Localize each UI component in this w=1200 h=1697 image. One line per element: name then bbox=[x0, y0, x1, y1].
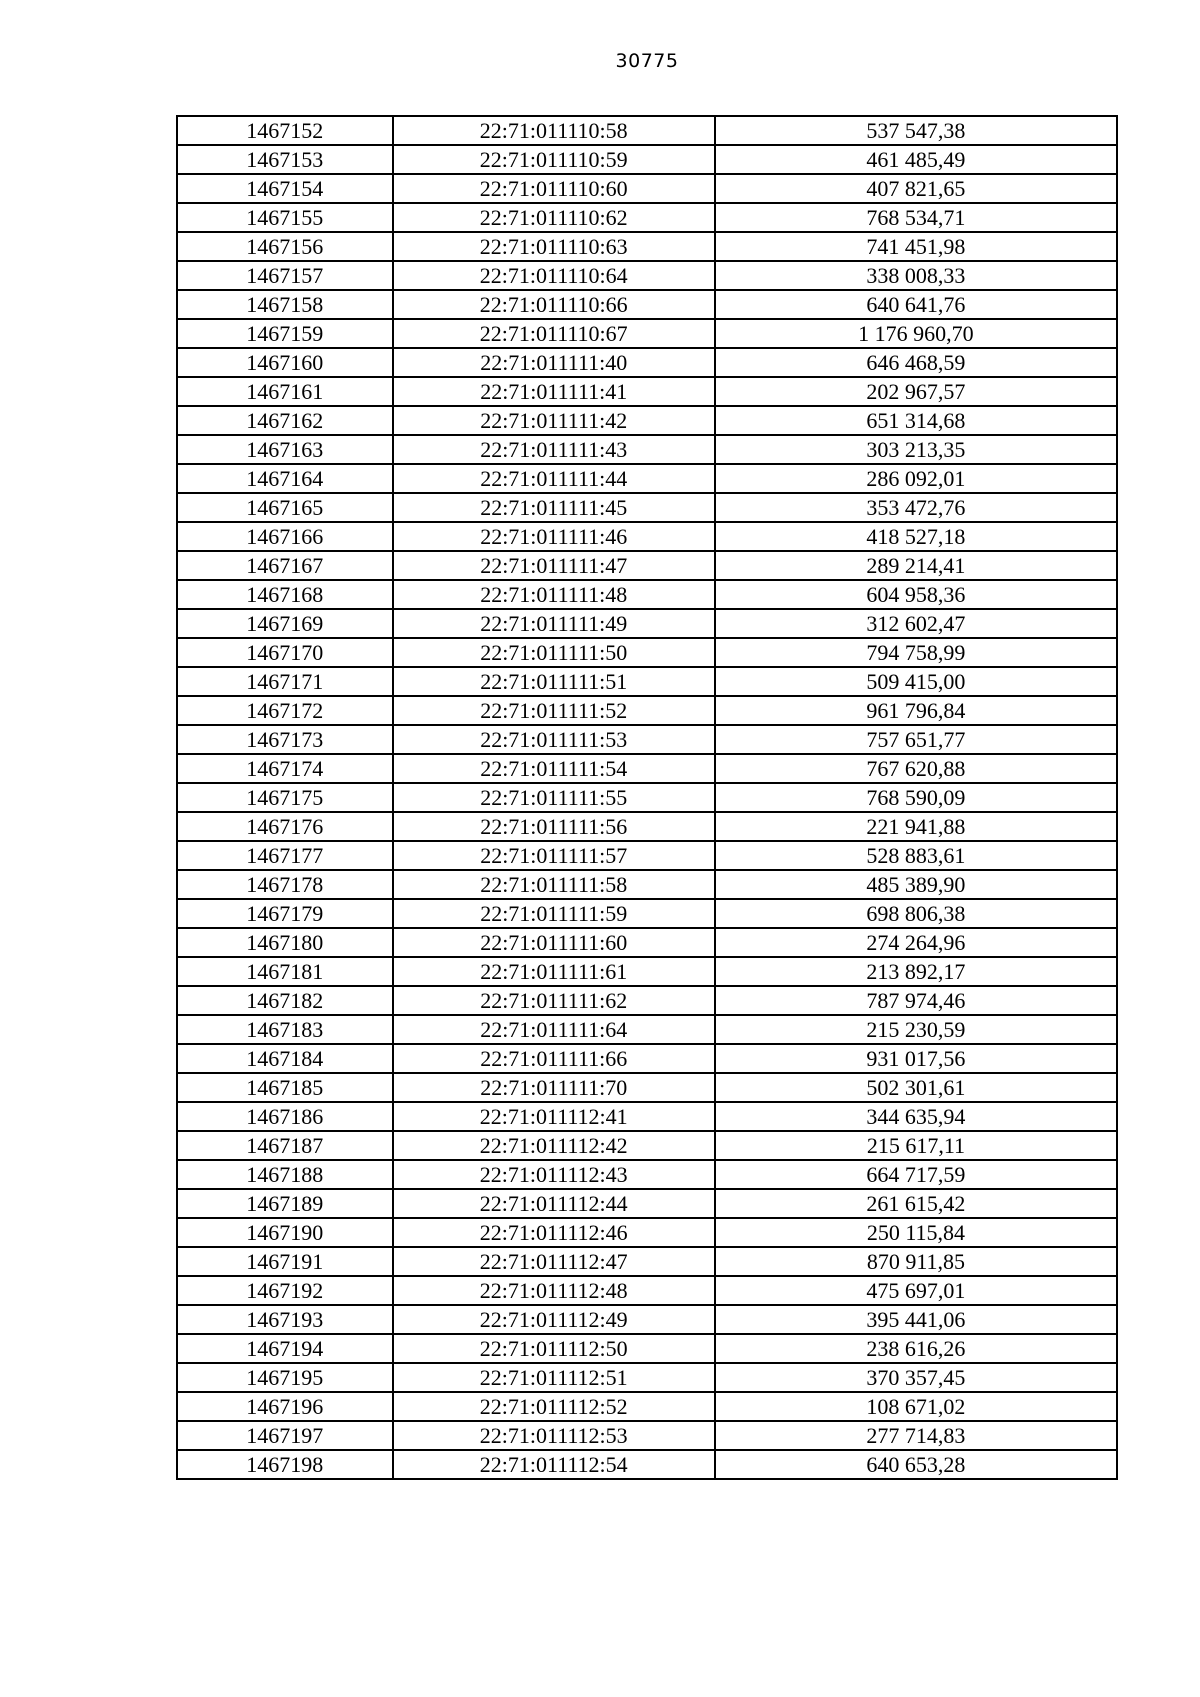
record-number-cell: 1467155 bbox=[177, 203, 393, 232]
cadastral-number-cell: 22:71:011110:58 bbox=[393, 116, 715, 145]
table-row bbox=[177, 957, 1117, 986]
table-row bbox=[177, 348, 1117, 377]
cadastral-value-cell: 407 821,65 bbox=[715, 174, 1117, 203]
cadastral-number-cell: 22:71:011112:47 bbox=[393, 1247, 715, 1276]
table-row bbox=[177, 812, 1117, 841]
cadastral-value-cell: 794 758,99 bbox=[715, 638, 1117, 667]
table-row bbox=[177, 145, 1117, 174]
cadastral-value-cell: 418 527,18 bbox=[715, 522, 1117, 551]
cadastral-number-cell: 22:71:011111:70 bbox=[393, 1073, 715, 1102]
record-number-cell: 1467178 bbox=[177, 870, 393, 899]
record-number-cell: 1467176 bbox=[177, 812, 393, 841]
table-row bbox=[177, 928, 1117, 957]
cadastral-number-cell: 22:71:011112:49 bbox=[393, 1305, 715, 1334]
cadastral-value-cell: 604 958,36 bbox=[715, 580, 1117, 609]
record-number-cell: 1467179 bbox=[177, 899, 393, 928]
cadastral-number-cell: 22:71:011111:49 bbox=[393, 609, 715, 638]
record-number-cell: 1467166 bbox=[177, 522, 393, 551]
cadastral-number-cell: 22:71:011112:42 bbox=[393, 1131, 715, 1160]
cadastral-value-cell: 215 230,59 bbox=[715, 1015, 1117, 1044]
record-number-cell: 1467160 bbox=[177, 348, 393, 377]
cadastral-number-cell: 22:71:011111:54 bbox=[393, 754, 715, 783]
cadastral-number-cell: 22:71:011112:50 bbox=[393, 1334, 715, 1363]
record-number-cell: 1467187 bbox=[177, 1131, 393, 1160]
cadastral-number-cell: 22:71:011110:60 bbox=[393, 174, 715, 203]
record-number-cell: 1467168 bbox=[177, 580, 393, 609]
table-row bbox=[177, 1102, 1117, 1131]
cadastral-number-cell: 22:71:011111:60 bbox=[393, 928, 715, 957]
table-row bbox=[177, 203, 1117, 232]
cadastral-value-cell: 461 485,49 bbox=[715, 145, 1117, 174]
record-number-cell: 1467159 bbox=[177, 319, 393, 348]
registry-table-body bbox=[177, 116, 1117, 1479]
cadastral-number-cell: 22:71:011111:48 bbox=[393, 580, 715, 609]
cadastral-value-cell: 213 892,17 bbox=[715, 957, 1117, 986]
table-row bbox=[177, 1334, 1117, 1363]
table-row bbox=[177, 1305, 1117, 1334]
cadastral-value-cell: 221 941,88 bbox=[715, 812, 1117, 841]
table-row bbox=[177, 870, 1117, 899]
cadastral-value-cell: 485 389,90 bbox=[715, 870, 1117, 899]
cadastral-value-cell: 509 415,00 bbox=[715, 667, 1117, 696]
record-number-cell: 1467162 bbox=[177, 406, 393, 435]
table-row bbox=[177, 725, 1117, 754]
record-number-cell: 1467169 bbox=[177, 609, 393, 638]
record-number-cell: 1467186 bbox=[177, 1102, 393, 1131]
cadastral-number-cell: 22:71:011112:41 bbox=[393, 1102, 715, 1131]
table-row bbox=[177, 1073, 1117, 1102]
table-row bbox=[177, 1015, 1117, 1044]
table-row bbox=[177, 551, 1117, 580]
table-row bbox=[177, 580, 1117, 609]
cadastral-number-cell: 22:71:011112:44 bbox=[393, 1189, 715, 1218]
cadastral-number-cell: 22:71:011110:67 bbox=[393, 319, 715, 348]
cadastral-value-cell: 757 651,77 bbox=[715, 725, 1117, 754]
cadastral-value-cell: 664 717,59 bbox=[715, 1160, 1117, 1189]
cadastral-value-cell: 640 653,28 bbox=[715, 1450, 1117, 1479]
cadastral-value-cell: 215 617,11 bbox=[715, 1131, 1117, 1160]
cadastral-value-cell: 787 974,46 bbox=[715, 986, 1117, 1015]
cadastral-number-cell: 22:71:011111:53 bbox=[393, 725, 715, 754]
record-number-cell: 1467172 bbox=[177, 696, 393, 725]
table-row bbox=[177, 232, 1117, 261]
record-number-cell: 1467165 bbox=[177, 493, 393, 522]
cadastral-value-cell: 768 590,09 bbox=[715, 783, 1117, 812]
registry-table bbox=[176, 115, 1118, 1480]
table-row bbox=[177, 116, 1117, 145]
cadastral-value-cell: 640 641,76 bbox=[715, 290, 1117, 319]
record-number-cell: 1467157 bbox=[177, 261, 393, 290]
record-number-cell: 1467161 bbox=[177, 377, 393, 406]
cadastral-value-cell: 395 441,06 bbox=[715, 1305, 1117, 1334]
table-row bbox=[177, 261, 1117, 290]
table-row bbox=[177, 1421, 1117, 1450]
record-number-cell: 1467188 bbox=[177, 1160, 393, 1189]
table-row bbox=[177, 435, 1117, 464]
cadastral-value-cell: 250 115,84 bbox=[715, 1218, 1117, 1247]
table-row bbox=[177, 319, 1117, 348]
cadastral-value-cell: 870 911,85 bbox=[715, 1247, 1117, 1276]
cadastral-number-cell: 22:71:011112:54 bbox=[393, 1450, 715, 1479]
cadastral-value-cell: 741 451,98 bbox=[715, 232, 1117, 261]
cadastral-value-cell: 238 616,26 bbox=[715, 1334, 1117, 1363]
record-number-cell: 1467196 bbox=[177, 1392, 393, 1421]
table-row bbox=[177, 464, 1117, 493]
cadastral-number-cell: 22:71:011111:43 bbox=[393, 435, 715, 464]
cadastral-number-cell: 22:71:011112:43 bbox=[393, 1160, 715, 1189]
cadastral-number-cell: 22:71:011111:44 bbox=[393, 464, 715, 493]
record-number-cell: 1467181 bbox=[177, 957, 393, 986]
cadastral-number-cell: 22:71:011111:50 bbox=[393, 638, 715, 667]
record-number-cell: 1467153 bbox=[177, 145, 393, 174]
record-number-cell: 1467185 bbox=[177, 1073, 393, 1102]
cadastral-value-cell: 277 714,83 bbox=[715, 1421, 1117, 1450]
table-row bbox=[177, 1392, 1117, 1421]
cadastral-number-cell: 22:71:011111:46 bbox=[393, 522, 715, 551]
cadastral-value-cell: 286 092,01 bbox=[715, 464, 1117, 493]
record-number-cell: 1467163 bbox=[177, 435, 393, 464]
table-row bbox=[177, 667, 1117, 696]
cadastral-number-cell: 22:71:011111:41 bbox=[393, 377, 715, 406]
cadastral-number-cell: 22:71:011110:64 bbox=[393, 261, 715, 290]
table-row bbox=[177, 290, 1117, 319]
cadastral-value-cell: 108 671,02 bbox=[715, 1392, 1117, 1421]
cadastral-number-cell: 22:71:011111:62 bbox=[393, 986, 715, 1015]
record-number-cell: 1467198 bbox=[177, 1450, 393, 1479]
table-row bbox=[177, 609, 1117, 638]
cadastral-number-cell: 22:71:011112:46 bbox=[393, 1218, 715, 1247]
table-row bbox=[177, 1131, 1117, 1160]
cadastral-number-cell: 22:71:011111:66 bbox=[393, 1044, 715, 1073]
cadastral-value-cell: 261 615,42 bbox=[715, 1189, 1117, 1218]
record-number-cell: 1467177 bbox=[177, 841, 393, 870]
cadastral-value-cell: 768 534,71 bbox=[715, 203, 1117, 232]
table-row bbox=[177, 696, 1117, 725]
cadastral-number-cell: 22:71:011111:57 bbox=[393, 841, 715, 870]
record-number-cell: 1467174 bbox=[177, 754, 393, 783]
page-number: 30775 bbox=[615, 50, 679, 72]
table-row bbox=[177, 1189, 1117, 1218]
cadastral-value-cell: 767 620,88 bbox=[715, 754, 1117, 783]
cadastral-number-cell: 22:71:011111:51 bbox=[393, 667, 715, 696]
cadastral-number-cell: 22:71:011111:58 bbox=[393, 870, 715, 899]
record-number-cell: 1467194 bbox=[177, 1334, 393, 1363]
cadastral-number-cell: 22:71:011112:53 bbox=[393, 1421, 715, 1450]
record-number-cell: 1467197 bbox=[177, 1421, 393, 1450]
record-number-cell: 1467190 bbox=[177, 1218, 393, 1247]
cadastral-value-cell: 274 264,96 bbox=[715, 928, 1117, 957]
record-number-cell: 1467183 bbox=[177, 1015, 393, 1044]
table-row bbox=[177, 1218, 1117, 1247]
record-number-cell: 1467170 bbox=[177, 638, 393, 667]
cadastral-number-cell: 22:71:011111:47 bbox=[393, 551, 715, 580]
cadastral-number-cell: 22:71:011111:52 bbox=[393, 696, 715, 725]
cadastral-value-cell: 931 017,56 bbox=[715, 1044, 1117, 1073]
table-row bbox=[177, 783, 1117, 812]
cadastral-number-cell: 22:71:011111:59 bbox=[393, 899, 715, 928]
cadastral-value-cell: 646 468,59 bbox=[715, 348, 1117, 377]
table-row bbox=[177, 1363, 1117, 1392]
cadastral-value-cell: 1 176 960,70 bbox=[715, 319, 1117, 348]
record-number-cell: 1467191 bbox=[177, 1247, 393, 1276]
record-number-cell: 1467167 bbox=[177, 551, 393, 580]
record-number-cell: 1467193 bbox=[177, 1305, 393, 1334]
cadastral-number-cell: 22:71:011111:42 bbox=[393, 406, 715, 435]
record-number-cell: 1467180 bbox=[177, 928, 393, 957]
record-number-cell: 1467182 bbox=[177, 986, 393, 1015]
cadastral-value-cell: 303 213,35 bbox=[715, 435, 1117, 464]
cadastral-value-cell: 370 357,45 bbox=[715, 1363, 1117, 1392]
record-number-cell: 1467192 bbox=[177, 1276, 393, 1305]
cadastral-value-cell: 202 967,57 bbox=[715, 377, 1117, 406]
cadastral-value-cell: 338 008,33 bbox=[715, 261, 1117, 290]
cadastral-number-cell: 22:71:011112:48 bbox=[393, 1276, 715, 1305]
cadastral-number-cell: 22:71:011111:55 bbox=[393, 783, 715, 812]
cadastral-value-cell: 344 635,94 bbox=[715, 1102, 1117, 1131]
record-number-cell: 1467152 bbox=[177, 116, 393, 145]
record-number-cell: 1467175 bbox=[177, 783, 393, 812]
cadastral-value-cell: 961 796,84 bbox=[715, 696, 1117, 725]
cadastral-value-cell: 312 602,47 bbox=[715, 609, 1117, 638]
table-row bbox=[177, 899, 1117, 928]
table-row bbox=[177, 493, 1117, 522]
table-row bbox=[177, 1247, 1117, 1276]
record-number-cell: 1467171 bbox=[177, 667, 393, 696]
cadastral-value-cell: 475 697,01 bbox=[715, 1276, 1117, 1305]
table-row bbox=[177, 1450, 1117, 1479]
cadastral-number-cell: 22:71:011111:61 bbox=[393, 957, 715, 986]
record-number-cell: 1467158 bbox=[177, 290, 393, 319]
table-row bbox=[177, 1044, 1117, 1073]
cadastral-number-cell: 22:71:011111:45 bbox=[393, 493, 715, 522]
table-row bbox=[177, 522, 1117, 551]
table-row bbox=[177, 174, 1117, 203]
cadastral-number-cell: 22:71:011110:59 bbox=[393, 145, 715, 174]
record-number-cell: 1467189 bbox=[177, 1189, 393, 1218]
cadastral-number-cell: 22:71:011110:63 bbox=[393, 232, 715, 261]
cadastral-value-cell: 537 547,38 bbox=[715, 116, 1117, 145]
cadastral-value-cell: 651 314,68 bbox=[715, 406, 1117, 435]
table-row bbox=[177, 406, 1117, 435]
table-row bbox=[177, 986, 1117, 1015]
cadastral-number-cell: 22:71:011111:40 bbox=[393, 348, 715, 377]
table-row bbox=[177, 1160, 1117, 1189]
record-number-cell: 1467156 bbox=[177, 232, 393, 261]
cadastral-number-cell: 22:71:011112:52 bbox=[393, 1392, 715, 1421]
cadastral-number-cell: 22:71:011112:51 bbox=[393, 1363, 715, 1392]
table-row bbox=[177, 638, 1117, 667]
cadastral-value-cell: 502 301,61 bbox=[715, 1073, 1117, 1102]
cadastral-number-cell: 22:71:011110:66 bbox=[393, 290, 715, 319]
record-number-cell: 1467164 bbox=[177, 464, 393, 493]
record-number-cell: 1467195 bbox=[177, 1363, 393, 1392]
table-row bbox=[177, 754, 1117, 783]
cadastral-number-cell: 22:71:011110:62 bbox=[393, 203, 715, 232]
record-number-cell: 1467154 bbox=[177, 174, 393, 203]
cadastral-value-cell: 698 806,38 bbox=[715, 899, 1117, 928]
record-number-cell: 1467173 bbox=[177, 725, 393, 754]
cadastral-value-cell: 528 883,61 bbox=[715, 841, 1117, 870]
cadastral-value-cell: 353 472,76 bbox=[715, 493, 1117, 522]
table-row bbox=[177, 377, 1117, 406]
cadastral-number-cell: 22:71:011111:56 bbox=[393, 812, 715, 841]
record-number-cell: 1467184 bbox=[177, 1044, 393, 1073]
table-row bbox=[177, 1276, 1117, 1305]
cadastral-value-cell: 289 214,41 bbox=[715, 551, 1117, 580]
table-row bbox=[177, 841, 1117, 870]
cadastral-number-cell: 22:71:011111:64 bbox=[393, 1015, 715, 1044]
